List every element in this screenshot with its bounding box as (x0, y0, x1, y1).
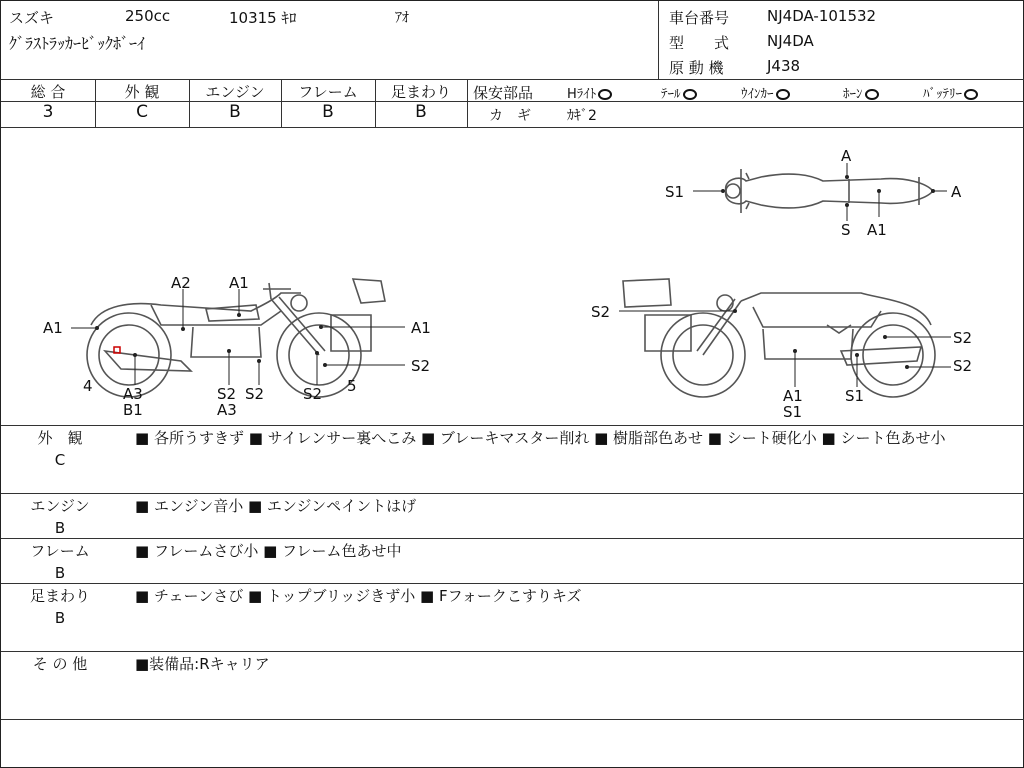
left-label-6: 4 (83, 377, 93, 395)
section-text-suspension: ■ チェーンさび ■ トップブリッジきず小 ■ Fフォークこすりキズ (135, 587, 582, 605)
grade-label-suspension: 足まわり (390, 83, 451, 101)
left-side-bike (87, 279, 385, 397)
ok-mark-icon (964, 89, 978, 100)
right-label-5: S1 (845, 387, 865, 405)
left-label-7: A3 (123, 385, 143, 403)
left-label-1: A2 (171, 274, 191, 292)
safety-label: 保安部品 (473, 84, 534, 102)
safety-winker: ｳｲﾝｶｰ (741, 83, 790, 102)
section-text-engine: ■ エンジン音小 ■ エンジンペイントはげ (135, 497, 417, 515)
section-grade-exterior: C (54, 451, 66, 469)
section-grade-engine: B (54, 519, 66, 537)
grade-value-suspension: B (415, 102, 427, 122)
color: ｱｵ (395, 10, 409, 26)
grade-label-frame: フレーム (298, 83, 358, 101)
key-value: ｶｷﾞ2 (567, 108, 597, 124)
ok-mark-icon (776, 89, 790, 100)
left-label-9: S2 (217, 385, 237, 403)
engine-value: J438 (767, 57, 801, 75)
section-label-other: そ の 他 (32, 655, 88, 673)
engine-label: 原 動 機 (669, 59, 724, 77)
maker: スズキ (9, 9, 55, 27)
grade-label-exterior: 外 観 (124, 83, 160, 101)
displacement: 250cc (125, 7, 171, 25)
key-label: カ ギ (489, 108, 531, 124)
safety-horn: ﾎｰﾝ (843, 83, 879, 102)
right-side-bike (623, 279, 935, 397)
right-label-4: A1 (783, 387, 803, 405)
right-label-2: S2 (953, 329, 973, 347)
grade-value-exterior: C (136, 102, 148, 122)
section-text-exterior: ■ 各所うすきず ■ サイレンサー裏へこみ ■ ブレーキマスター削れ ■ 樹脂部色あせ ■ シート硬化小 ■ シート色あせ小 (135, 429, 946, 447)
mileage: 10315 ｷﾛ (229, 9, 297, 27)
frame-no: NJ4DA-101532 (767, 7, 877, 25)
right-label-3: S2 (953, 357, 973, 375)
ok-mark-icon (865, 89, 879, 100)
top-label-3: A (951, 183, 962, 201)
section-label-engine: エンジン (30, 497, 90, 515)
section-label-frame: フレーム (30, 542, 90, 560)
left-label-2: A1 (229, 274, 249, 292)
grade-label-overall: 総 合 (30, 83, 66, 101)
leader-lines (71, 163, 951, 387)
damage-diagram (1, 129, 1024, 425)
left-label-12: S2 (303, 385, 323, 403)
top-label-4: S (841, 221, 851, 239)
section-text-frame: ■ フレームさび小 ■ フレーム色あせ中 (135, 542, 402, 560)
left-label-4: A1 (411, 319, 431, 337)
grade-value-frame: B (322, 102, 334, 122)
grade-value-overall: 3 (42, 102, 54, 122)
grade-value-engine: B (229, 102, 241, 122)
top-label-2: S1 (665, 183, 685, 201)
left-label-8: B1 (123, 401, 143, 419)
section-text-other: ■装備品:Rキャリア (135, 655, 270, 673)
safety-headlight: Hﾗｲﾄ (567, 83, 612, 102)
model-name: ｸﾞﾗｽﾄﾗｯｶｰﾋﾞｯｸﾎﾞｰｲ (9, 34, 146, 53)
frame-no-label: 車台番号 (669, 9, 730, 27)
left-label-13: 5 (347, 377, 357, 395)
ok-mark-icon (598, 89, 612, 100)
safety-battery: ﾊﾞｯﾃﾘｰ (923, 83, 978, 102)
left-label-11: S2 (245, 385, 265, 403)
right-label-6: S1 (783, 403, 803, 421)
grade-label-engine: エンジン (205, 83, 265, 101)
safety-tail: ﾃｰﾙ (661, 83, 697, 102)
type-value: NJ4DA (767, 32, 814, 50)
right-label-1: S2 (591, 303, 611, 321)
left-label-3: A1 (43, 319, 63, 337)
left-label-5: S2 (411, 357, 431, 375)
left-label-10: A3 (217, 401, 237, 419)
top-label-1: A (841, 147, 852, 165)
type-label: 型 式 (669, 34, 730, 52)
section-grade-suspension: B (54, 609, 66, 627)
top-view-bike (726, 169, 933, 213)
section-label-exterior: 外 観 (37, 429, 83, 447)
ok-mark-icon (683, 89, 697, 100)
section-grade-frame: B (54, 564, 66, 582)
top-label-5: A1 (867, 221, 887, 239)
section-label-suspension: 足まわり (29, 587, 90, 605)
